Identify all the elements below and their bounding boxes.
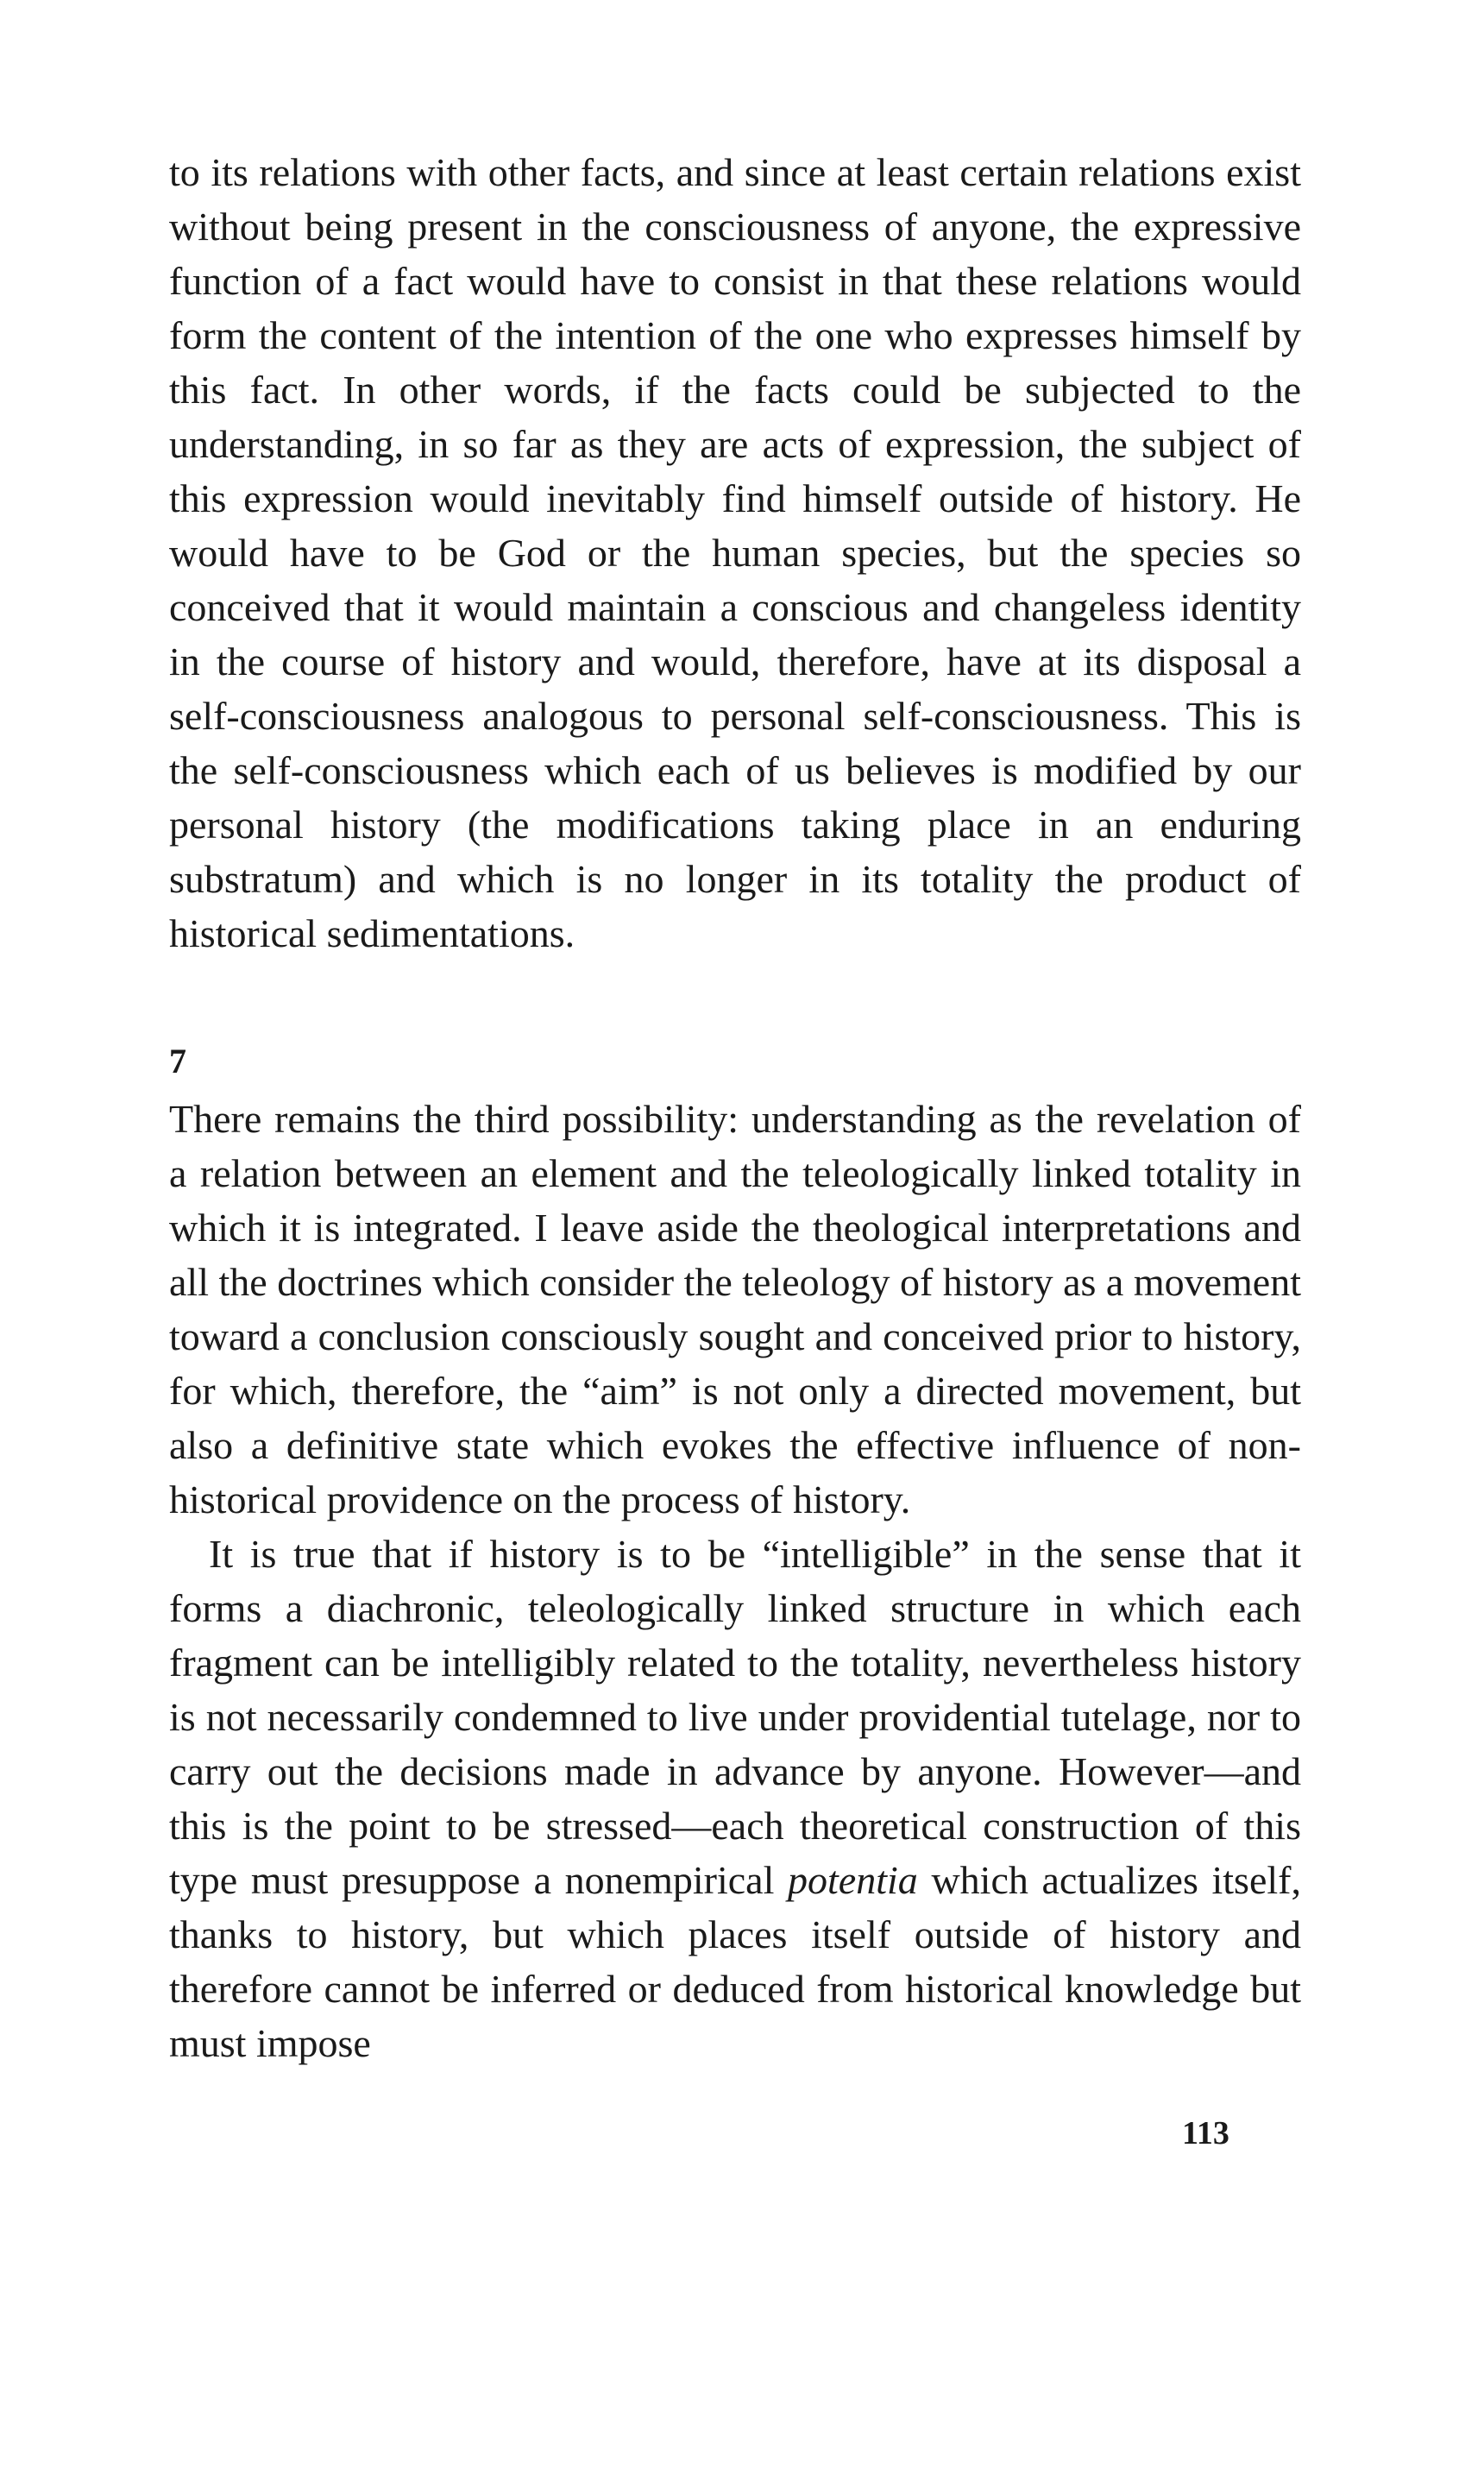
paragraph-intelligible-history — [169, 1527, 1301, 2070]
italic-term: potentia — [788, 1858, 918, 1902]
paragraph-text-part: which actualizes itself, thanks to history, but which places itself outside of history and therefore cannot be inferred or deduced from historical knowledge but must impose — [169, 1858, 1301, 2065]
section-number: 7 — [169, 1042, 186, 1080]
paragraph-text-part: It is true that if history is to be “intelligible” in the sense that it forms a diachronic, teleologically linked structure in which each fragment can be intelligibly related to the totality, nevertheless history is not necessarily condemned to live under providential tutelage, nor to carry out the decisions made in advance by anyone. However—and this is the point to be stressed—each theoretical construction of this type must presuppose a nonempirical — [169, 1532, 1301, 1902]
paragraph-continuation: to its relations with other facts, and since at least certain relations exist without being present in the consciousness of anyone, the expressive function of a fact would have to consist in that these relations would form the content of the intention of the one who expresses himself by this fact. In other words, if the facts could be subjected to the understanding, in so far as they are acts of expression, the subject of this expression would inevitably find himself outside of history. He would have to be God or the human species, but the species so conceived that it would maintain a conscious and changeless identity in the course of history and would, therefore, have at its disposal a self-consciousness analogous to personal self-consciousness. This is the self-consciousness which each of us believes is modified by our personal history (the modifications taking place in an enduring substratum) and which is no longer in its totality the product of historical sedimentations. — [169, 150, 1301, 955]
page-body — [169, 145, 1301, 2070]
page-number: 113 — [1182, 2115, 1229, 2151]
paragraph-third-possibility: There remains the third possibility: understanding as the revelation of a relation between an element and the teleologically linked totality in which it is integrated. I leave aside the theological interpretations and all the doctrines which consider the teleology of history as a movement toward a conclusion consciously sought and conceived prior to history, for which, therefore, the “aim” is not only a directed movement, but also a definitive state which evokes the effective influence of non-historical providence on the process of history. — [169, 1097, 1301, 1521]
